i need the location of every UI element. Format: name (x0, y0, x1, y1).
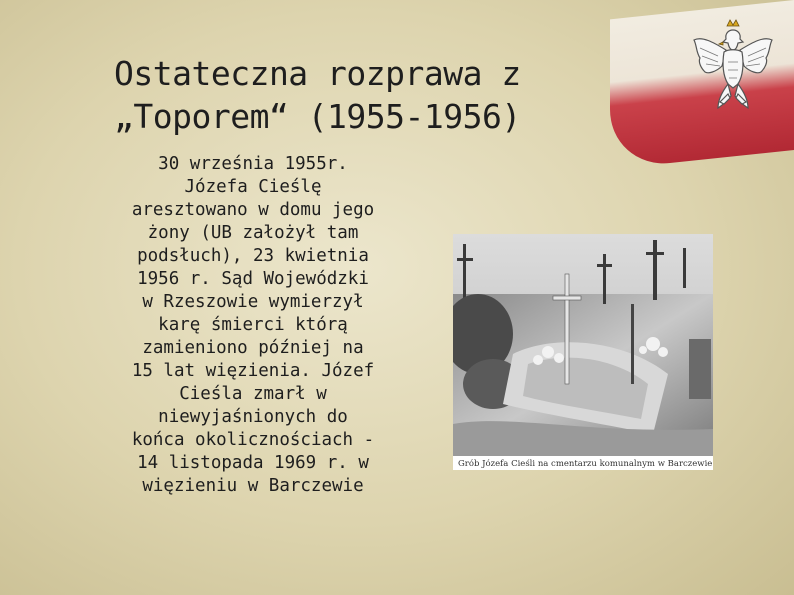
body-line: karę śmierci którą (158, 315, 348, 335)
photo-caption: Grób Józefa Cieśli na cmentarzu komunalnym w Barczewie (458, 459, 713, 469)
body-line: podsłuch), 23 kwietnia (137, 246, 369, 266)
body-line: w Rzeszowie wymierzył (142, 292, 364, 312)
body-line: 14 listopada 1969 r. w (137, 453, 369, 473)
grave-photo (453, 234, 713, 470)
slide-title (114, 52, 694, 138)
body-line: więzieniu w Barczewie (142, 476, 364, 496)
body-text (58, 153, 448, 498)
body-line: aresztowano w domu jego (131, 200, 375, 220)
title-line: „Toporem“ (1955-1956) (114, 97, 521, 136)
body-line: 30 września 1955r. (158, 154, 348, 174)
title-line: Ostateczna rozprawa z (114, 54, 521, 93)
body-line: zamieniono później na (142, 338, 364, 358)
body-line: 15 lat więzienia. Józef (131, 361, 375, 381)
body-line: żony (UB założył tam (147, 223, 359, 243)
body-line: niewyjaśnionych do (158, 407, 348, 427)
body-line: Józefa Cieślę (184, 177, 322, 197)
body-line: Cieśla zmarł w (179, 384, 327, 404)
body-line: 1956 r. Sąd Wojewódzki (137, 269, 369, 289)
body-line: końca okolicznościach - (131, 430, 375, 450)
white-eagle-emblem-icon (688, 12, 778, 117)
